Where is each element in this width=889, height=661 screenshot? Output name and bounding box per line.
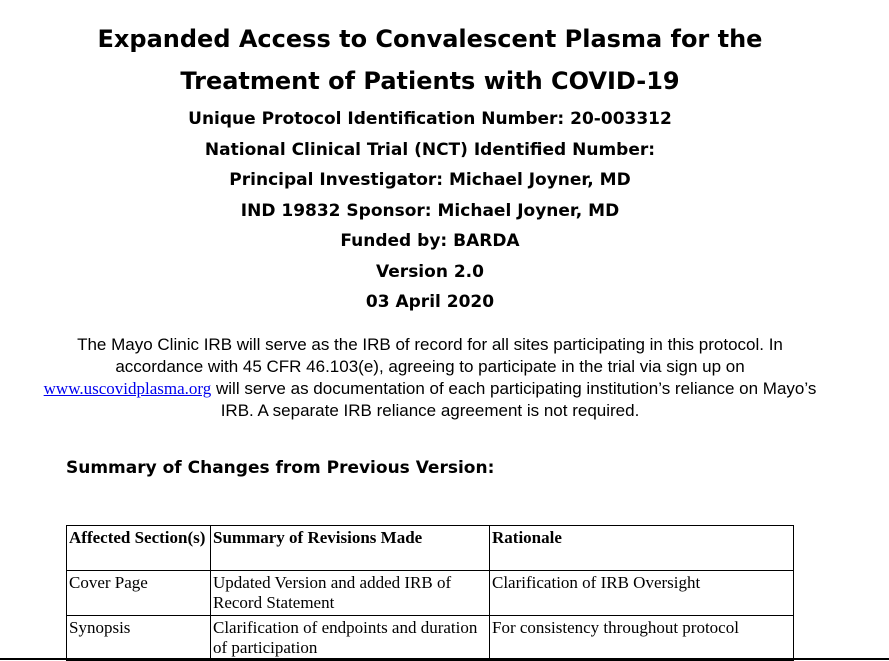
uscovidplasma-link[interactable]: www.uscovidplasma.org	[43, 379, 212, 398]
title-line: Treatment of Patients with COVID-19	[180, 67, 680, 95]
protocol-id-line: Unique Protocol Identification Number: 20-003312	[188, 109, 672, 129]
ind-sponsor-line: IND 19832 Sponsor: Michael Joyner, MD	[240, 200, 620, 221]
statement-text: The Mayo Clinic IRB will serve as the IRB of record for all sites participating in this protocol. In accordance with 45 CFR 46.103(e), agreeing to participate in the trial via sign up on	[77, 335, 783, 376]
table-cell: Clarification of IRB Oversight	[490, 571, 794, 616]
column-header: Rationale	[490, 526, 794, 571]
summary-heading: Summary of Changes from Previous Version:	[66, 458, 495, 478]
table-cell: Clarification of endpoints and duration of participation	[211, 616, 490, 661]
table-cell: For consistency throughout protocol	[490, 616, 794, 661]
document-title	[20, 18, 840, 102]
irb-statement	[40, 334, 820, 422]
table-cell: Updated Version and added IRB of Record Statement	[211, 571, 490, 616]
funding-line: Funded by: BARDA	[340, 231, 520, 251]
title-line: Expanded Access to Convalescent Plasma for the	[97, 25, 763, 53]
changes-table	[66, 525, 794, 661]
table-row	[67, 616, 794, 661]
table-header-row	[67, 526, 794, 571]
column-header: Affected Section(s)	[67, 526, 211, 571]
table-cell: Cover Page	[67, 571, 211, 616]
nct-number-line: National Clinical Trial (NCT) Identified Number:	[204, 139, 656, 160]
statement-text: will serve as documentation of each participating institution’s reliance on Mayo’s IRB. A separate IRB reliance agreement is not required.	[211, 379, 817, 420]
date-line: 03 April 2020	[365, 292, 495, 312]
principal-investigator-line: Principal Investigator: Michael Joyner, MD	[229, 170, 631, 190]
version-line: Version 2.0	[376, 261, 484, 282]
table-cell: Synopsis	[67, 616, 211, 661]
protocol-meta	[20, 104, 840, 318]
page-bottom-rule	[0, 658, 889, 660]
column-header: Summary of Revisions Made	[211, 526, 490, 571]
table-row	[67, 571, 794, 616]
